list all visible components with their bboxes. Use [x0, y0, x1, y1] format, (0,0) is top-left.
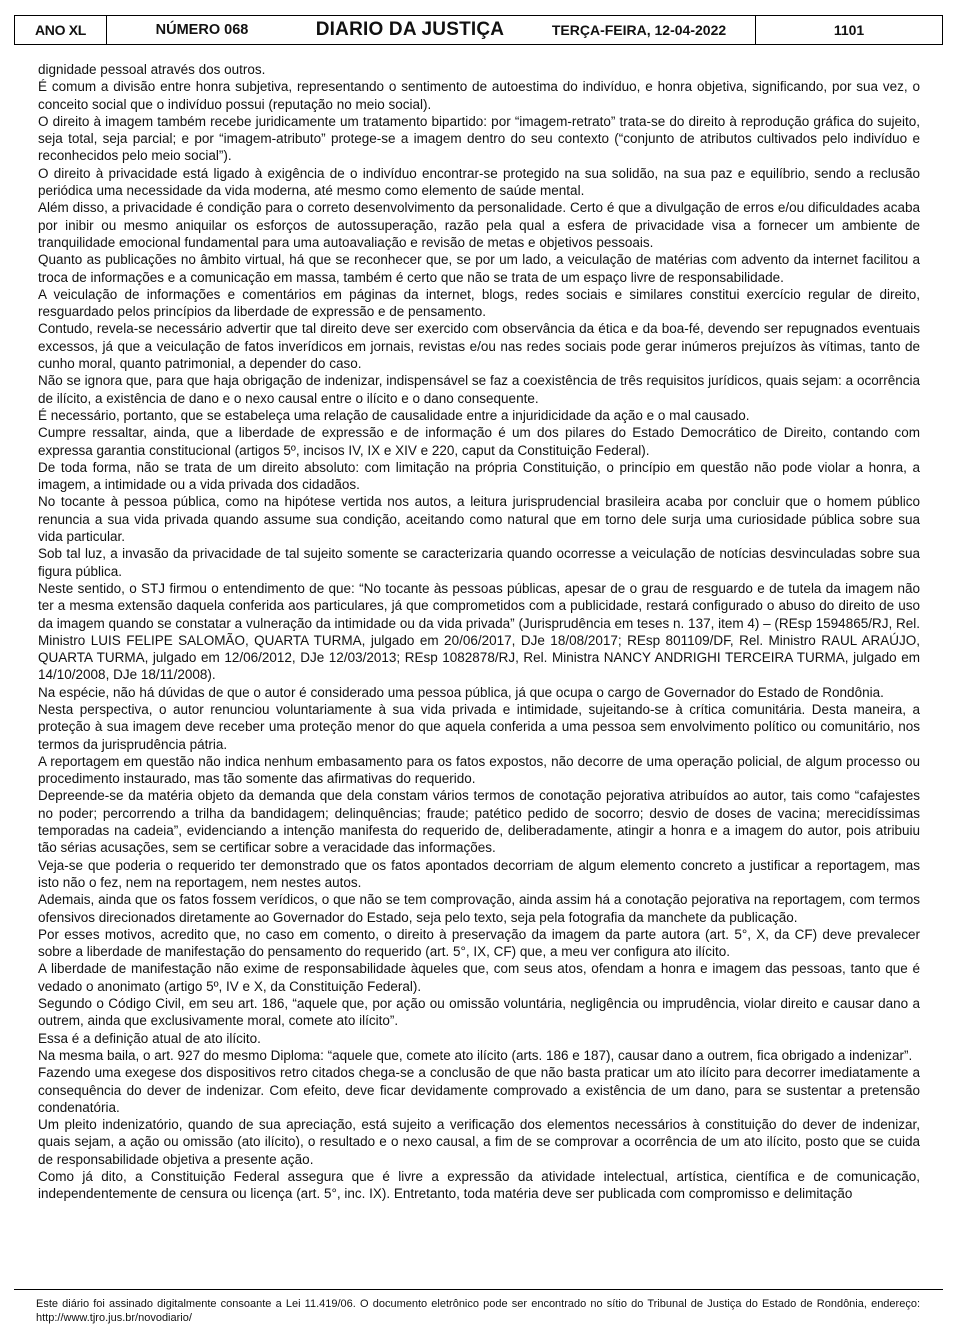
paragraph: Segundo o Código Civil, em seu art. 186, “aquele que, por ação ou omissão voluntária, negligência ou imprudência, violar direito e causar dano a outrem, ainda que exclusivamente moral, comete ato ilícito”. [38, 996, 920, 1029]
page-header [14, 15, 943, 45]
edition-year: ANO XL [15, 16, 107, 44]
paragraph: Veja-se que poderia o requerido ter demonstrado que os fatos apontados decorriam de algum elemento concreto a justificar a reportagem, mas isto não o fez, nem na reportagem, nem nestes autos. [38, 857, 920, 890]
paragraph: O direito à privacidade está ligado à exigência de o indivíduo encontrar-se protegido na sua solidão, na sua paz e equilíbrio, sendo a reclusão periódica uma necessidade da vida moderna, até mesmo como elemento de saúde mental. [38, 165, 920, 199]
footer-note: Este diário foi assinado digitalmente consoante a Lei 11.419/06. O documento eletrônico pode ser encontrado no sítio do Tribunal de Justiça do Estado de Rondônia, endereço: http://www.tjro.jus.br/novodiario/ [36, 1298, 920, 1324]
paragraph: Contudo, revela-se necessário advertir que tal direito deve ser exercido com observância da ética e da boa-fé, devendo ser repugnados eventuais excessos, já que a veiculação de fatos inverídicos em jornais, revistas e/ou nas redes sociais pode gerar inúmeros prejuízos às vítimas, tanto de cunho moral, quanto patrimonial, a depender do caso. [38, 321, 920, 372]
paragraph: Na mesma baila, o art. 927 do mesmo Diploma: “aquele que, comete ato ilícito (arts. 186 e 187), causar dano a outrem, fica obrigado a indenizar”. [38, 1047, 913, 1063]
document-body [38, 61, 920, 1203]
paragraph: No tocante à pessoa pública, como na hipótese vertida nos autos, a leitura jurisprudencial brasileira acaba por concluir que o homem público renuncia a sua vida privada quando assume sua condição, aceitando como natural que em torno dele surja uma curiosidade pública sobre sua vida particular. [38, 494, 920, 545]
paragraph: dignidade pessoal através dos outros. [38, 62, 266, 77]
footer-divider [14, 1289, 943, 1290]
paragraph: De toda forma, não se trata de um direito absoluto: com limitação na própria Constituição, o princípio em questão não pode violar a honra, a imagem, a intimidade ou a vida privada dos cidadãos. [38, 459, 920, 493]
paragraph: Ademais, ainda que os fatos fossem verídicos, o que não se tem comprovação, ainda assim há a conotação pejorativa na reportagem, com termos ofensivos direcionados diretamente ao Governador do Estado, seja pelo texto, seja pela fotografia da manchete da publicação. [38, 892, 920, 925]
paragraph: Sob tal luz, a invasão da privacidade de tal sujeito somente se caracterizaria quando ocorresse a veiculação de notícias desvinculadas sobre sua figura pública. [38, 546, 920, 579]
publication-date: TERÇA-FEIRA, 12-04-2022 [551, 22, 727, 38]
paragraph: O direito à imagem também recebe juridicamente um tratamento bipartido: por “imagem-retrato” trata-se do direito à reprodução gráfica do sujeito, seja total, seja parcial; e por “imagem-atributo” protege-se a imagem dentro do seu contexto (“conjunto de atributos cultivados pelo indivíduo e reconhecidos pelo meio social”). [38, 113, 920, 164]
paragraph: É comum a divisão entre honra subjetiva, representando o sentimento de autoestima do indivíduo, e honra objetiva, significando, por sua vez, o conceito social que o indivíduo possui (reputação no meio social). [38, 79, 920, 112]
paragraph: Como já dito, a Constituição Federal assegura que é livre a expressão da atividade intelectual, artística, científica e de comunicação, independentemente de censura ou licença (art. 5°, inc. IX). Entretanto, toda matéria deve ser publicada com compromisso e delimitação [38, 1169, 920, 1202]
paragraph: Essa é a definição atual de ato ilícito. [38, 1030, 261, 1046]
page-number: 1101 [755, 16, 942, 44]
paragraph: Além disso, a privacidade é condição para o correto desenvolvimento da personalidade. Certo é que a divulgação de erros e/ou dificuldades acaba por inibir ou mesmo aniquilar os esforços de autossuperação, razão pela qual a esfera de privacidade visa a fornecer um ambiente de tranquilidade emocional fundamental para uma autoavaliação e revisão de metas e objetivos pessoais. [38, 200, 920, 250]
paragraph: Cumpre ressaltar, ainda, que a liberdade de expressão e de informação é um dos pilares do Estado Democrático de Direito, contando com expressa garantia constitucional (artigos 5º, incisos IV, IX e XIV e 220, caput da Constituição Federal). [38, 425, 920, 458]
edition-number: NÚMERO 068 [155, 22, 249, 38]
paragraph: Não se ignora que, para que haja obrigação de indenizar, indispensável se faz a coexistência de três requisitos jurídicos, quais sejam: a ocorrência de ilícito, a existência de dano e o nexo causal entre o ilícito e o dano consequente. [38, 373, 920, 406]
paragraph: Nesta perspectiva, o autor renunciou voluntariamente à sua vida privada e intimidade, sujeitando-se à crítica comunitária. Desta maneira, a proteção à sua imagem deve receber uma proteção menor do que aquela conferida a uma pessoa sem envolvimento político ou comunitário, nos termos da jurisprudência pátria. [38, 701, 920, 752]
paragraph: É necessário, portanto, que se estabeleça uma relação de causalidade entre a injuridicidade da ação e o mal causado. [38, 407, 750, 423]
paragraph: Depreende-se da matéria objeto da demanda que dela constam vários termos de conotação pejorativa atribuídos ao autor, tais como “cafajestes no poder; percorrendo a trilha da bandidagem; delinquências; fraude; patético pedido de socorro; desvio de doses de vacina; merecidíssimas temporadas na cadeia”, evidenciando a intenção manifesta do requerido de, deliberadamente, atingir a honra e a imagem do autor, pois atribuiu tão sérias acusações, sem se certificar sobre a veracidade das informações. [38, 788, 920, 856]
paragraph: A liberdade de manifestação não exime de responsabilidade àqueles que, com seus atos, ofendam a honra e imagem das pessoas, tanto que é vedado o anonimato (artigo 5º, IV e X, da Constituição Federal). [38, 961, 920, 994]
paragraph: A reportagem em questão não indica nenhum embasamento para os fatos expostos, não decorre de uma operação policial, de algum processo ou procedimento instaurado, mas tão somente das afirmativas do requerido. [38, 753, 920, 787]
journal-title: DIARIO DA JUSTIÇA [315, 19, 505, 40]
paragraph: Por esses motivos, acredito que, no caso em comento, o direito à preservação da imagem da parte autora (art. 5°, X, da CF) deve prevalecer sobre a liberdade de manifestação do pensamento do requerido (art. 5°, IX, CF) que, a meu ver configura ato ilícito. [38, 926, 920, 960]
paragraph: Quanto as publicações no âmbito virtual, há que se reconhecer que, se por um lado, a veiculação de matérias com advento da internet facilitou a troca de informações e a comunicação em massa, também é certo que não se trata de um espaço livre de responsabilidade. [38, 252, 920, 285]
paragraph: Um pleito indenizatório, quando de sua apreciação, está sujeito a verificação dos elementos necessários à constituição do dever de indenizar, quais sejam, a ação ou omissão (ato ilícito), o resultado e o nexo causal, a fim de se comprovar a ocorrência de um ato ilícito, posto que se cuida de responsabilidade objetiva a presente ação. [38, 1117, 920, 1167]
paragraph: Na espécie, não há dúvidas de que o autor é considerado uma pessoa pública, já que ocupa o cargo de Governador do Estado de Rondônia. [38, 684, 884, 700]
paragraph: A veiculação de informações e comentários em páginas da internet, blogs, redes sociais e similares constitui exercício regular de direito, resguardado pelos princípios da liberdade de expressão e de pensamento. [38, 286, 920, 320]
paragraph: Neste sentido, o STJ firmou o entendimento de que: “No tocante às pessoas públicas, apesar de o grau de resguardo e de tutela da imagem não ter a mesma extensão daquela conferida aos particulares, já que comprometidos com a publicidade, restará configurado o abuso do direito de uso da imagem quando se constatar a vulneração da intimidade ou da vida privada” (Jurisprudência em teses n. 137, item 4) – (REsp 1594865/RJ, Rel. Ministro LUIS FELIPE SALOMÃO, QUARTA TURMA, julgado em 20/06/2017, DJe 18/08/2017; REsp 801109/DF, Rel. Ministro RAUL ARAÚJO, QUARTA TURMA, julgado em 12/06/2012, DJe 12/03/2013; REsp 1082878/RJ, Rel. Ministra NANCY ANDRIGHI TERCEIRA TURMA, julgado em 14/10/2008, DJe 18/11/2008). [38, 580, 920, 683]
paragraph: Fazendo uma exegese dos dispositivos retro citados chega-se a conclusão de que não basta praticar um ato ilícito para decorrer imediatamente a consequência do dever de indenizar. Com efeito, deve ficar devidamente comprovado a existência de um dano, para se sustentar a pretensão condenatória. [38, 1065, 920, 1115]
